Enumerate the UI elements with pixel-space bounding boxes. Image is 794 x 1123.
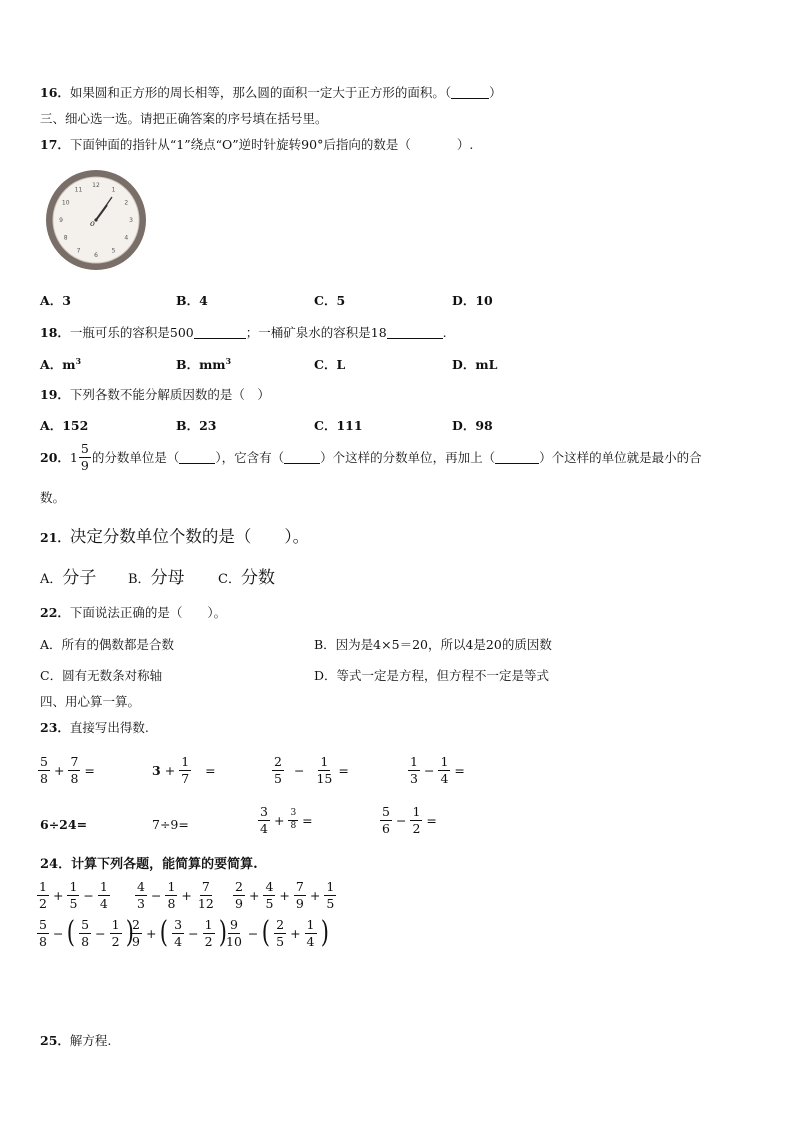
- question-number: 16．: [40, 85, 70, 100]
- question-text: 下列各数不能分解质因数的是（ ）: [69, 387, 270, 402]
- answer-blank[interactable]: [387, 326, 443, 339]
- q19-option-b[interactable]: B．23: [176, 418, 217, 433]
- question-number: 20．: [40, 450, 70, 466]
- clock-number: 8: [63, 234, 68, 242]
- expression-23-1: $\frac{5}{8}$ + $\frac{7}{8}$ =: [40, 754, 95, 786]
- clock-number: 9: [59, 217, 63, 224]
- question-24: [40, 853, 258, 872]
- clock-number: 11: [74, 186, 83, 194]
- question-text: 决定分数单位个数的是（ ）。: [69, 527, 310, 546]
- question-number: 17．: [40, 137, 70, 152]
- clock-center-label: o: [90, 219, 95, 228]
- q21-option-a[interactable]: A．分子: [40, 568, 97, 588]
- clock-image: [42, 166, 150, 274]
- expression-24-6: $\frac{9}{10}$ − ( $\frac{2}{5}$ + $\frac{1}{4}$ ): [226, 915, 329, 951]
- q22-option-d[interactable]: D．等式一定是方程，但方程不一定是等式: [314, 668, 550, 683]
- question-number: 25．: [40, 1033, 70, 1048]
- clock-number: 4: [124, 234, 129, 242]
- q22-option-c[interactable]: C．圆有无数条对称轴: [40, 668, 163, 683]
- expression-23-3: $\frac{2}{5}$ − $\frac{1}{15}$ =: [274, 754, 349, 786]
- question-text: 下面钟面的指针从“1”绕点“O”逆时针旋转90°后指向的数是（: [69, 137, 411, 152]
- expression-24-4: $\frac{5}{8}$ − ( $\frac{5}{8}$ − $\frac{1}{2}$ ): [39, 915, 134, 951]
- question-number: 21．: [40, 530, 70, 545]
- q17-option-c[interactable]: C．5: [314, 293, 346, 308]
- question-number: 19．: [40, 387, 70, 402]
- question-number: 18．: [40, 325, 70, 340]
- section-heading: 三、细心选一选。请把正确答案的序号填在括号里。: [40, 111, 328, 126]
- clock-number: 6: [94, 252, 98, 259]
- q18-option-c[interactable]: C．L: [314, 357, 346, 372]
- question-text: 下面说法正确的是（ ）。: [69, 605, 227, 620]
- q17-option-b[interactable]: B．4: [176, 293, 208, 308]
- q18-option-b[interactable]: B．$mm^3$: [176, 355, 232, 372]
- q19-option-d[interactable]: D．98: [452, 418, 493, 433]
- clock-number: 3: [129, 217, 133, 224]
- clock-number: 1: [111, 186, 116, 194]
- q17-option-a[interactable]: A．3: [40, 293, 71, 308]
- expression-23-8: $\frac{5}{6}$ − $\frac{1}{2}$ =: [382, 804, 437, 836]
- question-17: 17．下面钟面的指针从“1”绕点“O”逆时针旋转90°后指向的数是（ ）.: [40, 137, 474, 152]
- question-number: 23．: [40, 720, 70, 735]
- question-16: 16．如果圆和正方形的周长相等，那么圆的面积一定大于正方形的面积。（ ）: [40, 85, 502, 100]
- question-21: [40, 523, 309, 547]
- clock-face: [42, 166, 150, 274]
- clock-number: 7: [76, 247, 81, 255]
- clock-number: 5: [111, 247, 116, 255]
- q22-option-b[interactable]: B．因为是4×5＝20，所以4是20的质因数: [314, 637, 552, 652]
- expression-23-2: 3 + $\frac{1}{7}$ =: [152, 754, 216, 786]
- question-23: [40, 718, 149, 736]
- q17-option-d[interactable]: D．10: [452, 293, 493, 308]
- expression-24-1: $\frac{1}{2}$ + $\frac{1}{5}$ − $\frac{1}{4}$: [39, 879, 108, 911]
- expression-24-2: $\frac{4}{3}$ − $\frac{1}{8}$ + $\frac{7}{12}$: [137, 879, 214, 911]
- expression-23-4: $\frac{1}{3}$ − $\frac{1}{4}$ =: [410, 754, 465, 786]
- answer-blank[interactable]: [495, 451, 539, 464]
- expression-23-5: 6÷24=: [40, 817, 88, 832]
- answer-blank[interactable]: [284, 451, 320, 464]
- mixed-number: 1 $\frac{5}{9}$: [69, 441, 89, 473]
- expression-23-7: $\frac{3}{4}$ + $\frac{3}{8}$ =: [260, 804, 313, 836]
- answer-blank[interactable]: [194, 326, 246, 339]
- answer-blank[interactable]: [451, 86, 489, 99]
- clock-number: 12: [92, 182, 100, 189]
- question-text: 如果圆和正方形的周长相等，那么圆的面积一定大于正方形的面积。（: [69, 85, 452, 100]
- question-number: 24．: [40, 857, 72, 872]
- q22-option-a[interactable]: A．所有的偶数都是合数: [40, 637, 175, 652]
- clock-number: 2: [124, 199, 129, 207]
- q18-option-d[interactable]: D．mL: [452, 357, 498, 372]
- question-text: 直接写出得数.: [69, 720, 149, 735]
- question-text: 计算下列各题，能简算的要简算.: [71, 857, 258, 872]
- answer-blank[interactable]: [179, 451, 215, 464]
- q21-option-c[interactable]: C．分数: [218, 568, 275, 588]
- expression-24-3: $\frac{2}{9}$ + $\frac{4}{5}$ + $\frac{7}{9}$ + $\frac{1}{5}$: [235, 879, 335, 911]
- question-19: [40, 385, 270, 403]
- q21-option-b[interactable]: B．分母: [128, 568, 185, 588]
- question-20: 20． 1 $\frac{5}{9}$ 的分数单位是（ ），它含有（ ）个这样的分数单位，再加上（ ）个这样的单位就是最小的合: [40, 441, 702, 473]
- question-18: 18．一瓶可乐的容积是500 ；一桶矿泉水的容积是18 .: [40, 325, 447, 340]
- section-heading: 四、用心算一算。: [40, 694, 141, 709]
- expression-23-6: 7÷9=: [152, 817, 189, 832]
- q19-option-a[interactable]: A．152: [40, 418, 89, 433]
- question-20-continuation: 数。: [40, 490, 66, 505]
- expression-24-5: $\frac{2}{9}$ + ( $\frac{3}{4}$ − $\frac{1}{2}$ ): [132, 915, 227, 951]
- question-text: 解方程.: [69, 1033, 112, 1048]
- question-number: 22．: [40, 605, 70, 620]
- question-22: [40, 603, 226, 621]
- q19-option-c[interactable]: C．111: [314, 418, 363, 433]
- question-25: [40, 1031, 111, 1049]
- clock-number: 10: [61, 199, 70, 207]
- q18-option-a[interactable]: A．$m^3$: [40, 355, 82, 372]
